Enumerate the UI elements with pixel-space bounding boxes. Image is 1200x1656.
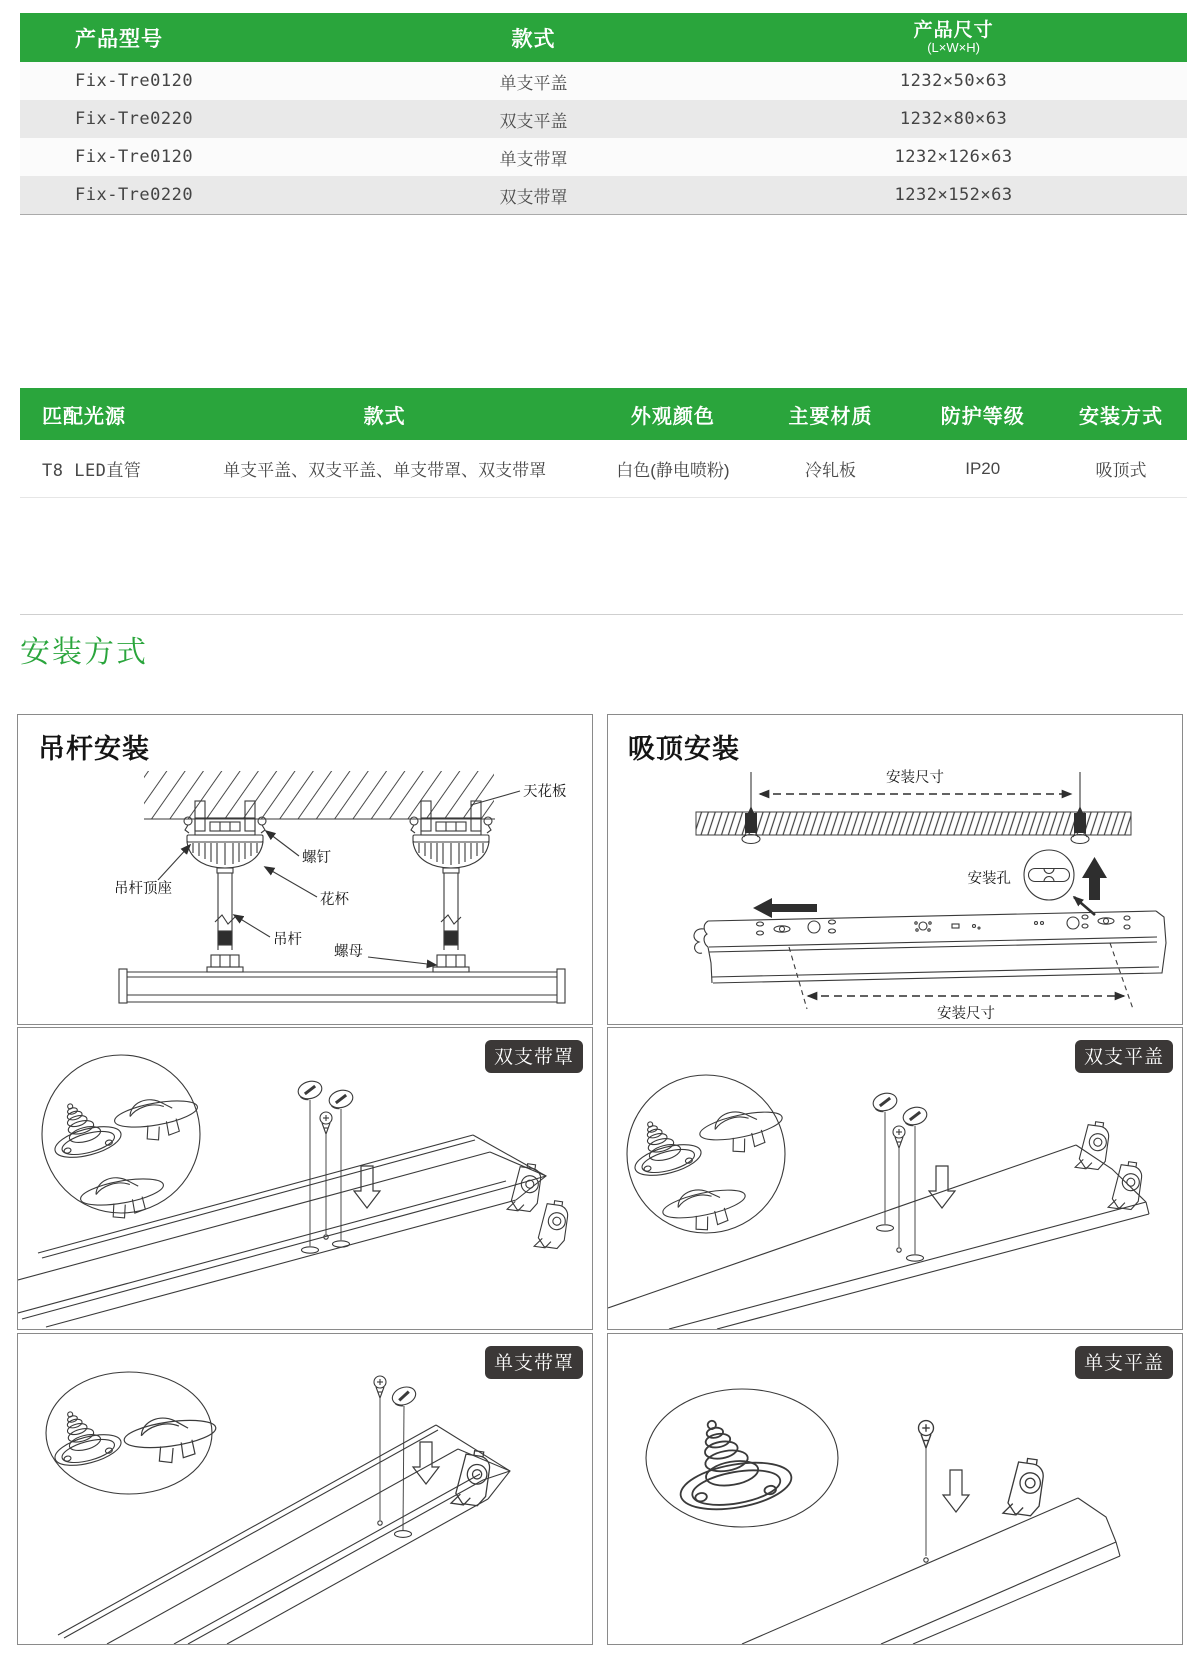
style-cell: 双支平盖 <box>499 111 568 131</box>
spec-table <box>20 388 1187 498</box>
model-cell: Fix-Tre0120 <box>75 147 194 167</box>
dimension-cell: 1232×50×63 <box>899 71 1008 91</box>
table-row <box>20 100 1187 138</box>
panel-rod-hanging <box>17 714 593 1025</box>
header-color: 外观颜色 <box>630 405 715 428</box>
dimension-cell: 1232×152×63 <box>894 185 1013 205</box>
style-cell: 单支带罩 <box>499 149 568 169</box>
header-material: 主要材质 <box>788 405 873 428</box>
model-cell: Fix-Tre0220 <box>75 109 194 129</box>
style-badge: 单支平盖 <box>1075 1346 1173 1379</box>
single-with-cover-diagram <box>18 1334 592 1644</box>
dimension-cell: 1232×80×63 <box>899 109 1008 129</box>
model-cell: Fix-Tre0120 <box>75 71 194 91</box>
label-rod: 吊杆 <box>273 932 302 948</box>
label-nut: 螺母 <box>334 944 363 960</box>
panel-ceiling-mount <box>607 714 1183 1025</box>
style-cell: 单支平盖 <box>499 73 568 93</box>
header-dimensions-sub: (L×W×H) <box>927 39 980 55</box>
light-source-cell: T8 LED直管 <box>42 461 142 481</box>
style-badge: 双支带罩 <box>485 1040 583 1073</box>
style-badge: 单支带罩 <box>485 1346 583 1379</box>
dimension-cell: 1232×126×63 <box>894 147 1013 167</box>
section-title: 安装方式 <box>20 636 148 669</box>
header-ip-rating: 防护等级 <box>940 405 1025 428</box>
panel-title: 吊杆安装 <box>38 734 150 764</box>
label-screw: 螺钉 <box>302 850 331 866</box>
header-dimensions: 产品尺寸 (L×W×H) <box>720 21 1187 55</box>
ip-rating-cell: IP20 <box>965 458 1001 478</box>
double-with-cover-diagram <box>18 1028 592 1329</box>
product-table-header <box>20 13 1187 62</box>
material-cell: 冷轧板 <box>804 461 856 480</box>
label-flower-cup: 花杯 <box>320 892 349 908</box>
header-mounting: 安装方式 <box>1079 405 1164 428</box>
label-install-dim-bottom: 安装尺寸 <box>937 1006 995 1022</box>
color-cell: 白色(静电喷粉) <box>616 461 730 480</box>
style-cell: 双支带罩 <box>499 187 568 207</box>
table-row <box>20 138 1187 176</box>
label-rod-seat: 吊杆顶座 <box>114 881 172 897</box>
product-table-body <box>20 62 1187 214</box>
header-style: 款式 <box>363 405 406 428</box>
label-ceiling: 天花板 <box>523 784 567 800</box>
mounting-cell: 吸顶式 <box>1095 461 1147 480</box>
label-install-dim-top: 安装尺寸 <box>886 770 944 786</box>
double-flat-diagram <box>608 1028 1182 1329</box>
model-cell: Fix-Tre0220 <box>75 185 194 205</box>
table-row <box>20 176 1187 214</box>
header-light-source: 匹配光源 <box>42 405 126 428</box>
single-flat-diagram <box>608 1334 1182 1644</box>
section-divider <box>20 614 1183 615</box>
table-row <box>20 62 1187 100</box>
product-model-table <box>20 13 1187 215</box>
header-style: 款式 <box>511 27 556 51</box>
header-product-model: 产品型号 <box>75 27 163 51</box>
style-badge: 双支平盖 <box>1075 1040 1173 1073</box>
label-install-hole: 安装孔 <box>967 871 1011 887</box>
panel-double-with-cover <box>17 1027 593 1330</box>
style-cell: 单支平盖、双支平盖、单支带罩、双支带罩 <box>223 461 547 480</box>
spec-table-header <box>20 388 1187 440</box>
panel-title: 吸顶安装 <box>628 734 740 764</box>
spec-table-row <box>20 440 1187 498</box>
panel-double-flat <box>607 1027 1183 1330</box>
panel-single-flat <box>607 1333 1183 1645</box>
panel-single-with-cover <box>17 1333 593 1645</box>
